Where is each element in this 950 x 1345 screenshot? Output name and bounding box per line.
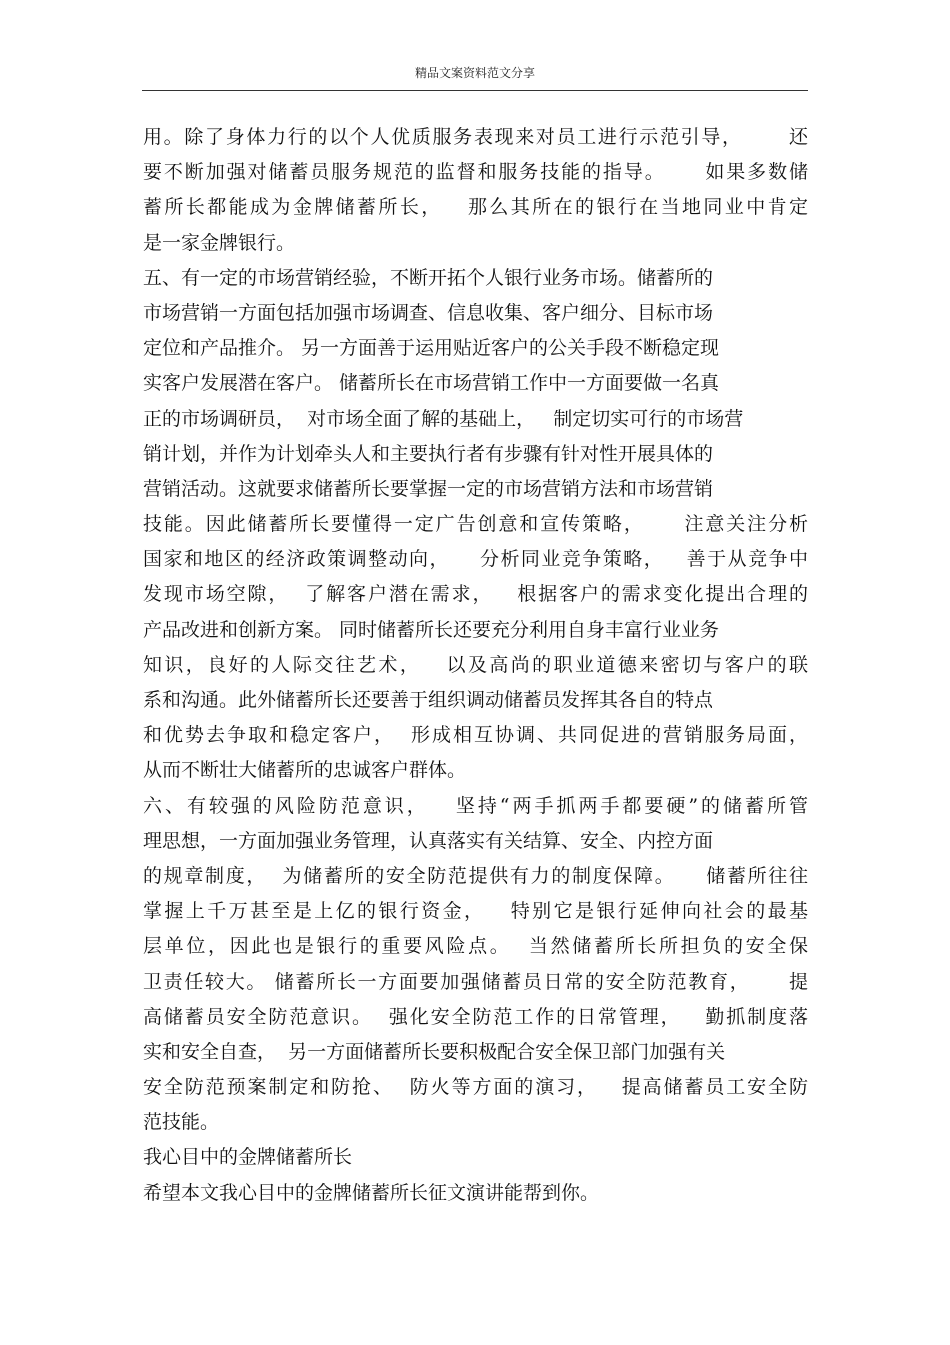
- text-line: 蓄所长都能成为金牌储蓄所长， 那么其所在的银行在当地同业中肯定: [143, 196, 808, 219]
- text-line: 五、有一定的市场营销经验，不断开拓个人银行业务市场。储蓄所的: [143, 266, 714, 289]
- text-line: 我心目中的金牌储蓄所长: [143, 1146, 353, 1169]
- text-line: 和优势去争取和稳定客户， 形成相互协调、共同促进的营销服务局面，: [143, 724, 808, 747]
- text-line: 层单位，因此也是银行的重要风险点。 当然储蓄所长所担负的安全保: [143, 935, 808, 958]
- text-line: 六、有较强的风险防范意识， 坚持“两手抓两手都要硬”的储蓄所管: [143, 794, 808, 817]
- text-line: 掌握上千万甚至是上亿的银行资金， 特别它是银行延伸向社会的最基: [143, 900, 808, 923]
- text-line: 实客户发展潜在客户。 储蓄所长在市场营销工作中一方面要做一名真: [143, 372, 720, 395]
- text-line: 范技能。: [143, 1111, 220, 1134]
- text-line: 正的市场调研员， 对市场全面了解的基础上， 制定切实可行的市场营: [143, 407, 744, 430]
- text-line: 从而不断壮大储蓄所的忠诚客户群体。: [143, 759, 467, 782]
- text-line: 希望本文我心目中的金牌储蓄所长征文演讲能帮到你。: [143, 1181, 600, 1204]
- header-title: 精品文案资料范文分享: [414, 66, 535, 80]
- text-line: 技能。因此储蓄所长要懂得一定广告创意和宣传策略， 注意关注分析: [143, 513, 808, 536]
- text-line: 用。除了身体力行的以个人优质服务表现来对员工进行示范引导， 还: [143, 126, 808, 148]
- text-line: 实和安全自查， 另一方面储蓄所长要积极配合安全保卫部门加强有关: [143, 1040, 726, 1063]
- text-line: 销计划，并作为计划牵头人和主要执行者有步骤有针对性开展具体的: [143, 442, 714, 465]
- text-line: 的规章制度， 为储蓄所的安全防范提供有力的制度保障。 储蓄所往往: [143, 864, 808, 887]
- text-line: 定位和产品推介。 另一方面善于运用贴近客户的公关手段不断稳定现: [143, 337, 720, 360]
- document-body: [143, 120, 808, 1211]
- text-line: 系和沟通。此外储蓄所长还要善于组织调动储蓄员发挥其各自的特点: [143, 689, 714, 711]
- text-line: 高储蓄员安全防范意识。 强化安全防范工作的日常管理， 勤抓制度落: [143, 1005, 808, 1028]
- page-header: [142, 64, 808, 91]
- text-line: 知识，良好的人际交往艺术， 以及高尚的职业道德来密切与客户的联: [143, 653, 808, 676]
- text-line: 安全防范预案制定和防抢、 防火等方面的演习， 提高储蓄员工安全防: [143, 1076, 808, 1099]
- text-line: 市场营销一方面包括加强市场调查、信息收集、客户细分、目标市场: [143, 301, 714, 324]
- text-line: 营销活动。这就要求储蓄所长要掌握一定的市场营销方法和市场营销: [143, 477, 714, 500]
- text-line: 卫责任较大。 储蓄所长一方面要加强储蓄员日常的安全防范教育， 提: [143, 970, 808, 993]
- text-line: 发现市场空隙， 了解客户潜在需求， 根据客户的需求变化提出合理的: [143, 583, 808, 606]
- text-line: 要不断加强对储蓄员服务规范的监督和服务技能的指导。 如果多数储: [143, 161, 808, 184]
- text-line: 国家和地区的经济政策调整动向， 分析同业竞争策略， 善于从竞争中: [143, 548, 808, 571]
- text-line: 是一家金牌银行。: [143, 231, 296, 254]
- text-line: 产品改进和创新方案。 同时储蓄所长还要充分利用自身丰富行业业务: [143, 618, 720, 641]
- text-line: 理思想，一方面加强业务管理，认真落实有关结算、安全、内控方面: [143, 829, 714, 852]
